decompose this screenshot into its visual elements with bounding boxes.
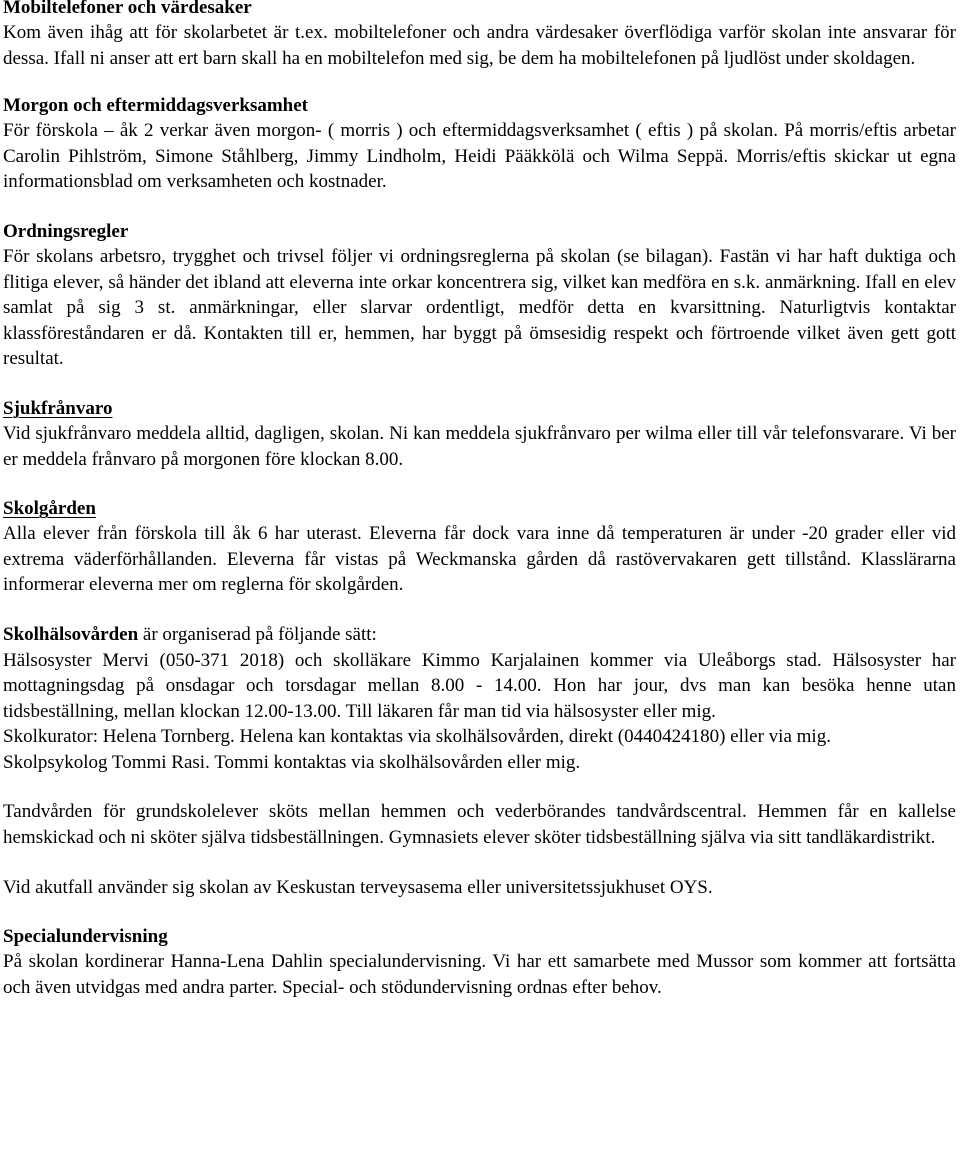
paragraph-specialundervisning: På skolan kordinerar Hanna-Lena Dahlin specialundervisning. Vi har ett samarbete med Mussor som kommer att fortsätta och även utvidgas med andra parter. Special- och stödundervisning ordnas efter behov. bbox=[3, 951, 956, 998]
section-morgon-eftermiddag bbox=[3, 93, 956, 195]
section-specialundervisning bbox=[3, 924, 956, 1000]
paragraph-ordningsregler: För skolans arbetsro, trygghet och trivsel följer vi ordningsreglerna på skolan (se bilagan). Fastän vi har haft duktiga och flitiga elever, så händer det ibland att eleverna inte orkar koncentrera sig, vilket kan medföra en s.k. anmärkning. Ifall en elev samlat på sig 3 st. anmärkningar, eller slarvar ordentligt, medför detta en kvarsittning. Naturligtvis kontaktar klassföreståndaren er då. Kontakten till er, hemmen, har byggt på ömsesidig respekt och förtroende vilket även gett gott resultat. bbox=[3, 245, 956, 370]
paragraph-skolpsykolog: Skolpsykolog Tommi Rasi. Tommi kontaktas via skolhälsovården eller mig. bbox=[3, 751, 581, 773]
heading-morgon-eftermiddag: Morgon och eftermiddagsverksamhet bbox=[3, 95, 309, 117]
heading-skolgarden: Skolgården bbox=[3, 498, 96, 520]
paragraph-skolkurator: Skolkurator: Helena Tornberg. Helena kan kontaktas via skolhälsovården, direkt (0440424180) eller via mig. bbox=[3, 726, 831, 748]
paragraph-halsosyster: Hälsosyster Mervi (050-371 2018) och skolläkare Kimmo Karjalainen kommer via Uleåborgs stad. Hälsosyster har mottagningsdag på onsdagar och torsdagar mellan 8.00 - 14.00. Hon har jour, dvs man kan besöka henne utan tidsbeställning, mellan klockan 12.00-13.00. Till läkaren får man tid via hälsosyster eller mig. bbox=[3, 649, 956, 722]
paragraph-morgon-eftermiddag: För förskola – åk 2 verkar även morgon- ( morris ) och eftermiddagsverksamhet ( eftis ) på skolan. På morris/eftis arbetar Carolin Pihlström, Simone Ståhlberg, Jimmy Lindholm, Heidi Pääkkölä och Wilma Seppä. Morris/eftis skickar ut egna informationsblad om verksamheten och kostnader. bbox=[3, 120, 956, 193]
section-tandvarden bbox=[3, 799, 956, 850]
skolhalsovarden-intro bbox=[3, 622, 956, 648]
heading-mobiltelefoner: Mobiltelefoner och värdesaker bbox=[3, 0, 252, 18]
section-skolhalsovarden bbox=[3, 622, 956, 776]
heading-skolhalsovarden: Skolhälsovården bbox=[3, 623, 139, 645]
section-mobiltelefoner bbox=[3, 0, 956, 71]
paragraph-akutfall: Vid akutfall använder sig skolan av Keskustan terveysasema eller universitetssjukhuset OYS. bbox=[3, 876, 713, 898]
paragraph-skolgarden: Alla elever från förskola till åk 6 har uterast. Eleverna får dock vara inne då temperaturen är under -20 grader eller vid extrema väderförhållanden. Eleverna får vistas på Weckmanska gården då rastövervakaren gett tillstånd. Klasslärarna informerar eleverna mer om reglerna för skolgården. bbox=[3, 523, 956, 596]
skolhalsovarden-intro-rest: är organiserad på följande sätt: bbox=[138, 623, 377, 645]
section-skolgarden bbox=[3, 496, 956, 598]
section-sjukfranvaro bbox=[3, 396, 956, 472]
section-ordningsregler bbox=[3, 219, 956, 372]
paragraph-sjukfranvaro: Vid sjukfrånvaro meddela alltid, dagligen, skolan. Ni kan meddela sjukfrånvaro per wilma eller till vår telefonsvarare. Vi ber er meddela frånvaro på morgonen före klockan 8.00. bbox=[3, 422, 956, 470]
section-akutfall bbox=[3, 875, 956, 901]
paragraph-tandvarden: Tandvården för grundskolelever sköts mellan hemmen och vederbörandes tandvårdscentral. Hemmen får en kallelse hemskickad och ni sköter själva tidsbeställningen. Gymnasiets elever sköter tidsbeställning själva via sitt tandläkardistrikt. bbox=[3, 801, 956, 849]
paragraph-mobiltelefoner: Kom även ihåg att för skolarbetet är t.ex. mobiltelefoner och andra värdesaker överflödiga varför skolan inte ansvarar för dessa. Ifall ni anser att ert barn skall ha en mobiltelefon med sig, be dem ha mobiltelefonen på ljudlöst under skoldagen. bbox=[3, 22, 956, 69]
heading-ordningsregler: Ordningsregler bbox=[3, 220, 129, 242]
heading-specialundervisning: Specialundervisning bbox=[3, 926, 168, 948]
heading-sjukfranvaro: Sjukfrånvaro bbox=[3, 397, 113, 419]
